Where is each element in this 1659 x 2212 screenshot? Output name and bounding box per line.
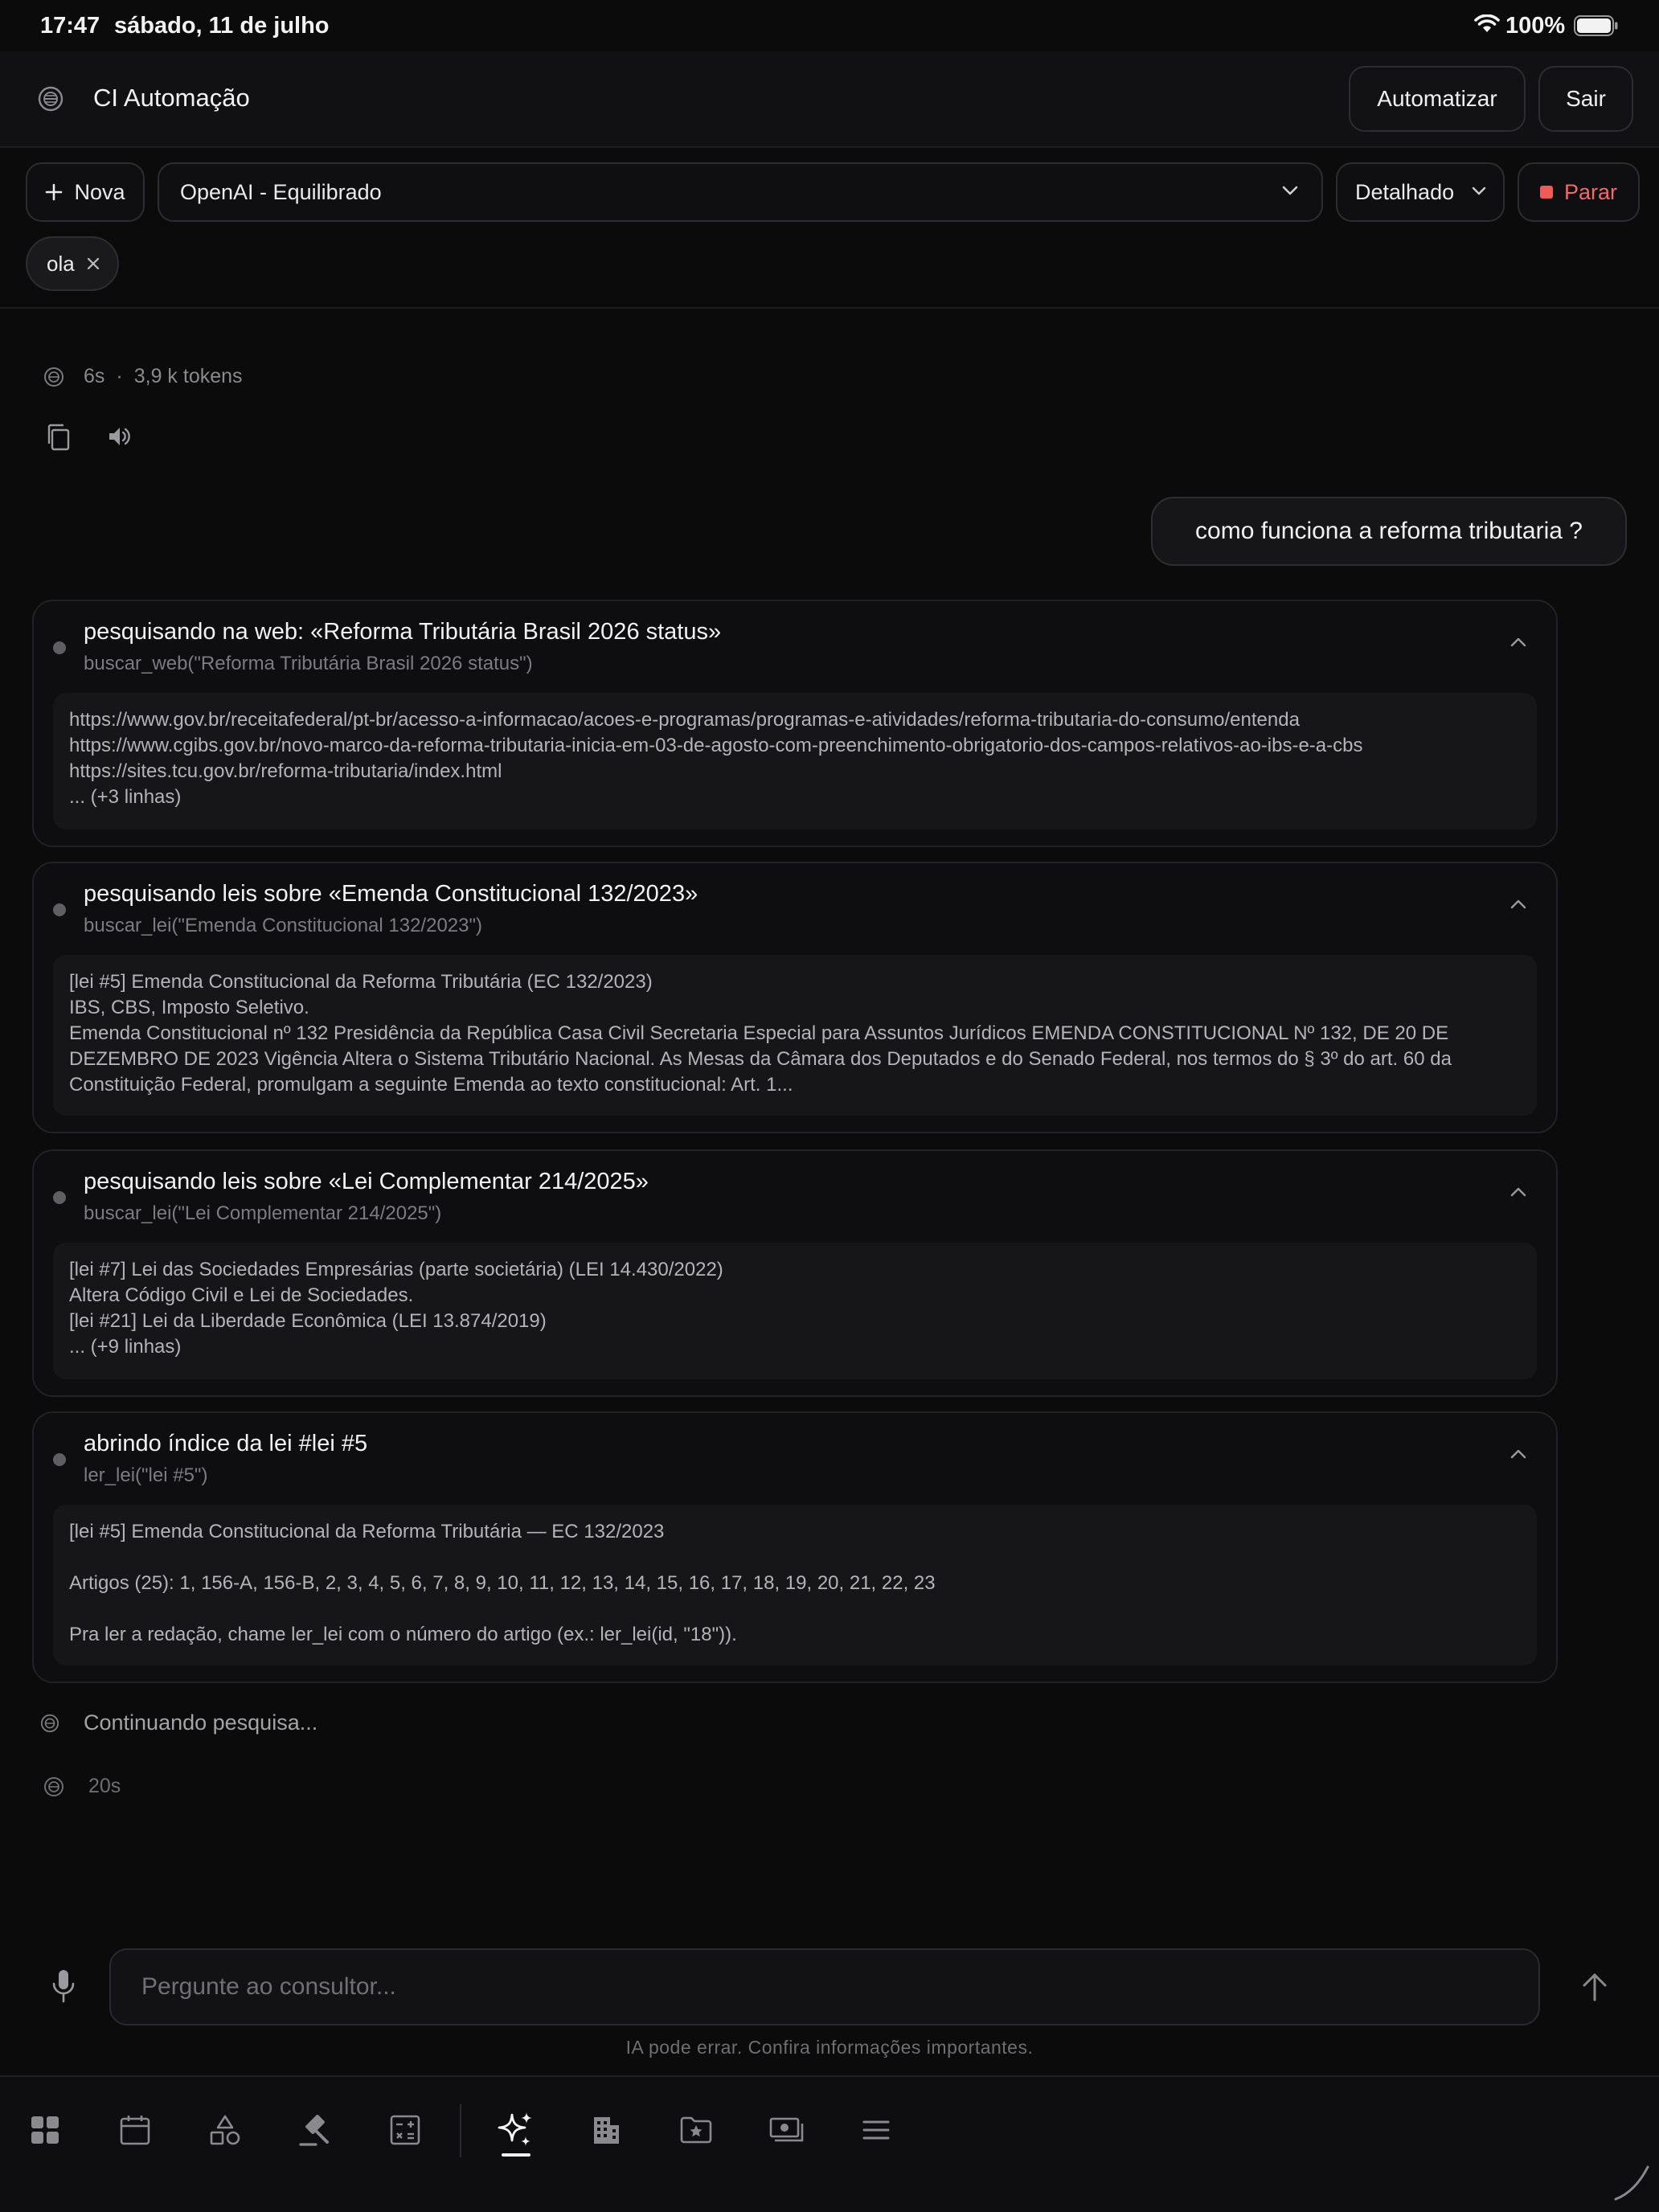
tool-call-card bbox=[32, 600, 1558, 847]
app-header bbox=[0, 51, 1659, 148]
model-select-value: OpenAI - Equilibrado bbox=[180, 179, 382, 204]
tool-call-card bbox=[32, 1411, 1558, 1683]
context-chip-label: ola bbox=[47, 251, 75, 276]
context-chip[interactable] bbox=[26, 236, 119, 291]
composer bbox=[109, 1948, 1540, 2026]
ai-disclaimer: IA pode errar. Confira informações importantes. bbox=[625, 2037, 1034, 2058]
money-icon[interactable] bbox=[762, 2106, 810, 2154]
new-chat-label: Nova bbox=[74, 179, 125, 204]
app-logo-icon bbox=[37, 85, 64, 113]
response-duration: 6s bbox=[84, 365, 105, 387]
tool-call-output: [lei #5] Emenda Constitucional da Reforma Tributária (EC 132/2023) IBS, CBS, Imposto Seletivo. Emenda Constitucional nº 132 Presidência da República Casa Civil Secretaria Especial para Assuntos Jurídicos EMENDA CONSTITUCIONAL Nº 132, DE 20 DE DEZEMBRO DE 2023 Vigência Altera o Sistema Tributário Nacional. As Mesas da Câmara dos Deputados e do Senado Federal, nos termos do § 3º do art. 60 da Constituição Federal, promulgam a seguinte Emenda ao texto constitucional: Art. 1... bbox=[53, 955, 1537, 1116]
chat-toolbar bbox=[0, 148, 1659, 309]
response-meta bbox=[43, 365, 243, 388]
status-dot bbox=[53, 1453, 66, 1466]
shapes-icon[interactable] bbox=[201, 2106, 249, 2154]
bottom-navigation bbox=[0, 2075, 1659, 2212]
tool-call-signature: buscar_lei("Emenda Constitucional 132/2023") bbox=[84, 915, 482, 936]
status-dot bbox=[53, 903, 66, 916]
detail-level-value: Detalhado bbox=[1355, 179, 1455, 204]
model-select[interactable] bbox=[158, 162, 1323, 222]
tool-call-card bbox=[32, 862, 1558, 1133]
microphone-icon[interactable] bbox=[50, 1968, 77, 2005]
tool-call-title: pesquisando leis sobre «Emenda Constitucional 132/2023» bbox=[84, 881, 698, 907]
new-chat-button[interactable] bbox=[26, 162, 145, 222]
status-bar bbox=[0, 0, 1659, 51]
status-dot bbox=[53, 641, 66, 654]
app-title: CI Automação bbox=[93, 84, 250, 112]
tool-call-title: abrindo índice da lei #lei #5 bbox=[84, 1431, 368, 1456]
tool-call-signature: ler_lei("lei #5") bbox=[84, 1464, 208, 1486]
chevron-down-icon bbox=[1281, 185, 1299, 196]
tool-call-title: pesquisando na web: «Reforma Tributária Brasil 2026 status» bbox=[84, 619, 722, 645]
tool-call-output: [lei #7] Lei das Sociedades Empresárias (parte societária) (LEI 14.430/2022) Altera Código Civil e Lei de Sociedades. [lei #21] Lei da Liberdade Econômica (LEI 13.874/2019) ... (+9 linhas) bbox=[53, 1243, 1537, 1379]
chevron-up-icon[interactable] bbox=[1509, 899, 1527, 910]
assistant-avatar-icon bbox=[43, 1776, 64, 1797]
assistant-avatar-icon bbox=[43, 367, 64, 387]
folder-star-icon[interactable] bbox=[672, 2106, 720, 2154]
stop-icon bbox=[1540, 186, 1553, 199]
close-icon[interactable] bbox=[86, 256, 100, 271]
response-actions bbox=[45, 423, 133, 452]
wifi-icon bbox=[1474, 14, 1500, 34]
chevron-up-icon[interactable] bbox=[1509, 1448, 1527, 1460]
building-icon[interactable] bbox=[582, 2106, 630, 2154]
progress-text: Continuando pesquisa... bbox=[84, 1710, 318, 1735]
nav-divider bbox=[460, 2104, 461, 2157]
stop-label: Parar bbox=[1563, 179, 1618, 204]
pencil-scribble-icon bbox=[1612, 2162, 1653, 2202]
tool-call-title: pesquisando leis sobre «Lei Complementar 214/2025» bbox=[84, 1169, 649, 1194]
response-tokens: 3,9 k tokens bbox=[133, 365, 243, 387]
user-message-bubble: como funciona a reforma tributaria ? bbox=[1151, 497, 1627, 566]
elapsed-time: 20s bbox=[88, 1775, 121, 1797]
plus-icon bbox=[45, 183, 63, 201]
calendar-icon[interactable] bbox=[111, 2106, 159, 2154]
tool-call-signature: buscar_lei("Lei Complementar 214/2025") bbox=[84, 1202, 442, 1224]
automatizar-button[interactable]: Automatizar bbox=[1349, 66, 1526, 132]
tool-call-signature: buscar_web("Reforma Tributária Brasil 2026 status") bbox=[84, 653, 533, 674]
battery-icon bbox=[1574, 15, 1619, 36]
tool-call-output: [lei #5] Emenda Constitucional da Reforma Tributária — EC 132/2023 Artigos (25): 1, 156-A, 156-B, 2, 3, 4, 5, 6, 7, 8, 9, 10, 11, 12, 13, 14, 15, 16, 17, 18, 19, 20, 21, 22, 23 Pra ler a redação, chame ler_lei com o número do artigo (ex.: ler_lei(id, "18")). bbox=[53, 1505, 1537, 1665]
status-time: 17:47 bbox=[40, 13, 100, 39]
stop-button[interactable] bbox=[1518, 162, 1640, 222]
status-dot bbox=[53, 1191, 66, 1204]
sparkles-icon[interactable] bbox=[492, 2106, 540, 2154]
meta-separator: · bbox=[116, 365, 123, 387]
elapsed-status bbox=[43, 1775, 121, 1798]
progress-status bbox=[40, 1710, 317, 1735]
active-tab-indicator bbox=[502, 2153, 530, 2157]
tool-call-card bbox=[32, 1149, 1558, 1397]
chevron-up-icon[interactable] bbox=[1509, 637, 1527, 648]
copy-icon[interactable] bbox=[45, 423, 72, 452]
grid-icon[interactable] bbox=[21, 2106, 69, 2154]
sair-button[interactable]: Sair bbox=[1538, 66, 1633, 132]
assistant-avatar-icon bbox=[40, 1714, 59, 1733]
chevron-up-icon[interactable] bbox=[1509, 1186, 1527, 1198]
chevron-down-icon bbox=[1471, 186, 1487, 196]
status-date: sábado, 11 de julho bbox=[114, 13, 330, 39]
detail-level-select[interactable] bbox=[1336, 162, 1505, 222]
speaker-icon[interactable] bbox=[106, 423, 133, 452]
battery-percent: 100% bbox=[1505, 13, 1566, 39]
menu-icon[interactable] bbox=[852, 2106, 900, 2154]
gavel-icon[interactable] bbox=[291, 2106, 339, 2154]
calculator-icon[interactable] bbox=[381, 2106, 429, 2154]
send-arrow-icon[interactable] bbox=[1580, 1971, 1609, 2003]
tool-call-output: https://www.gov.br/receitafederal/pt-br/acesso-a-informacao/acoes-e-programas/programas-e-atividades/reforma-tributaria-do-consumo/entenda https://www.cgibs.gov.br/novo-marco-da-reforma-tributaria-inicia-em-03-de-agosto-com-preenchimento-obrigatorio-dos-campos-relativos-ao-ibs-e-a-cbs https://sites.tcu.gov.br/reforma-tributaria/index.html ... (+3 linhas) bbox=[53, 693, 1537, 830]
message-input[interactable] bbox=[141, 1973, 1538, 2001]
